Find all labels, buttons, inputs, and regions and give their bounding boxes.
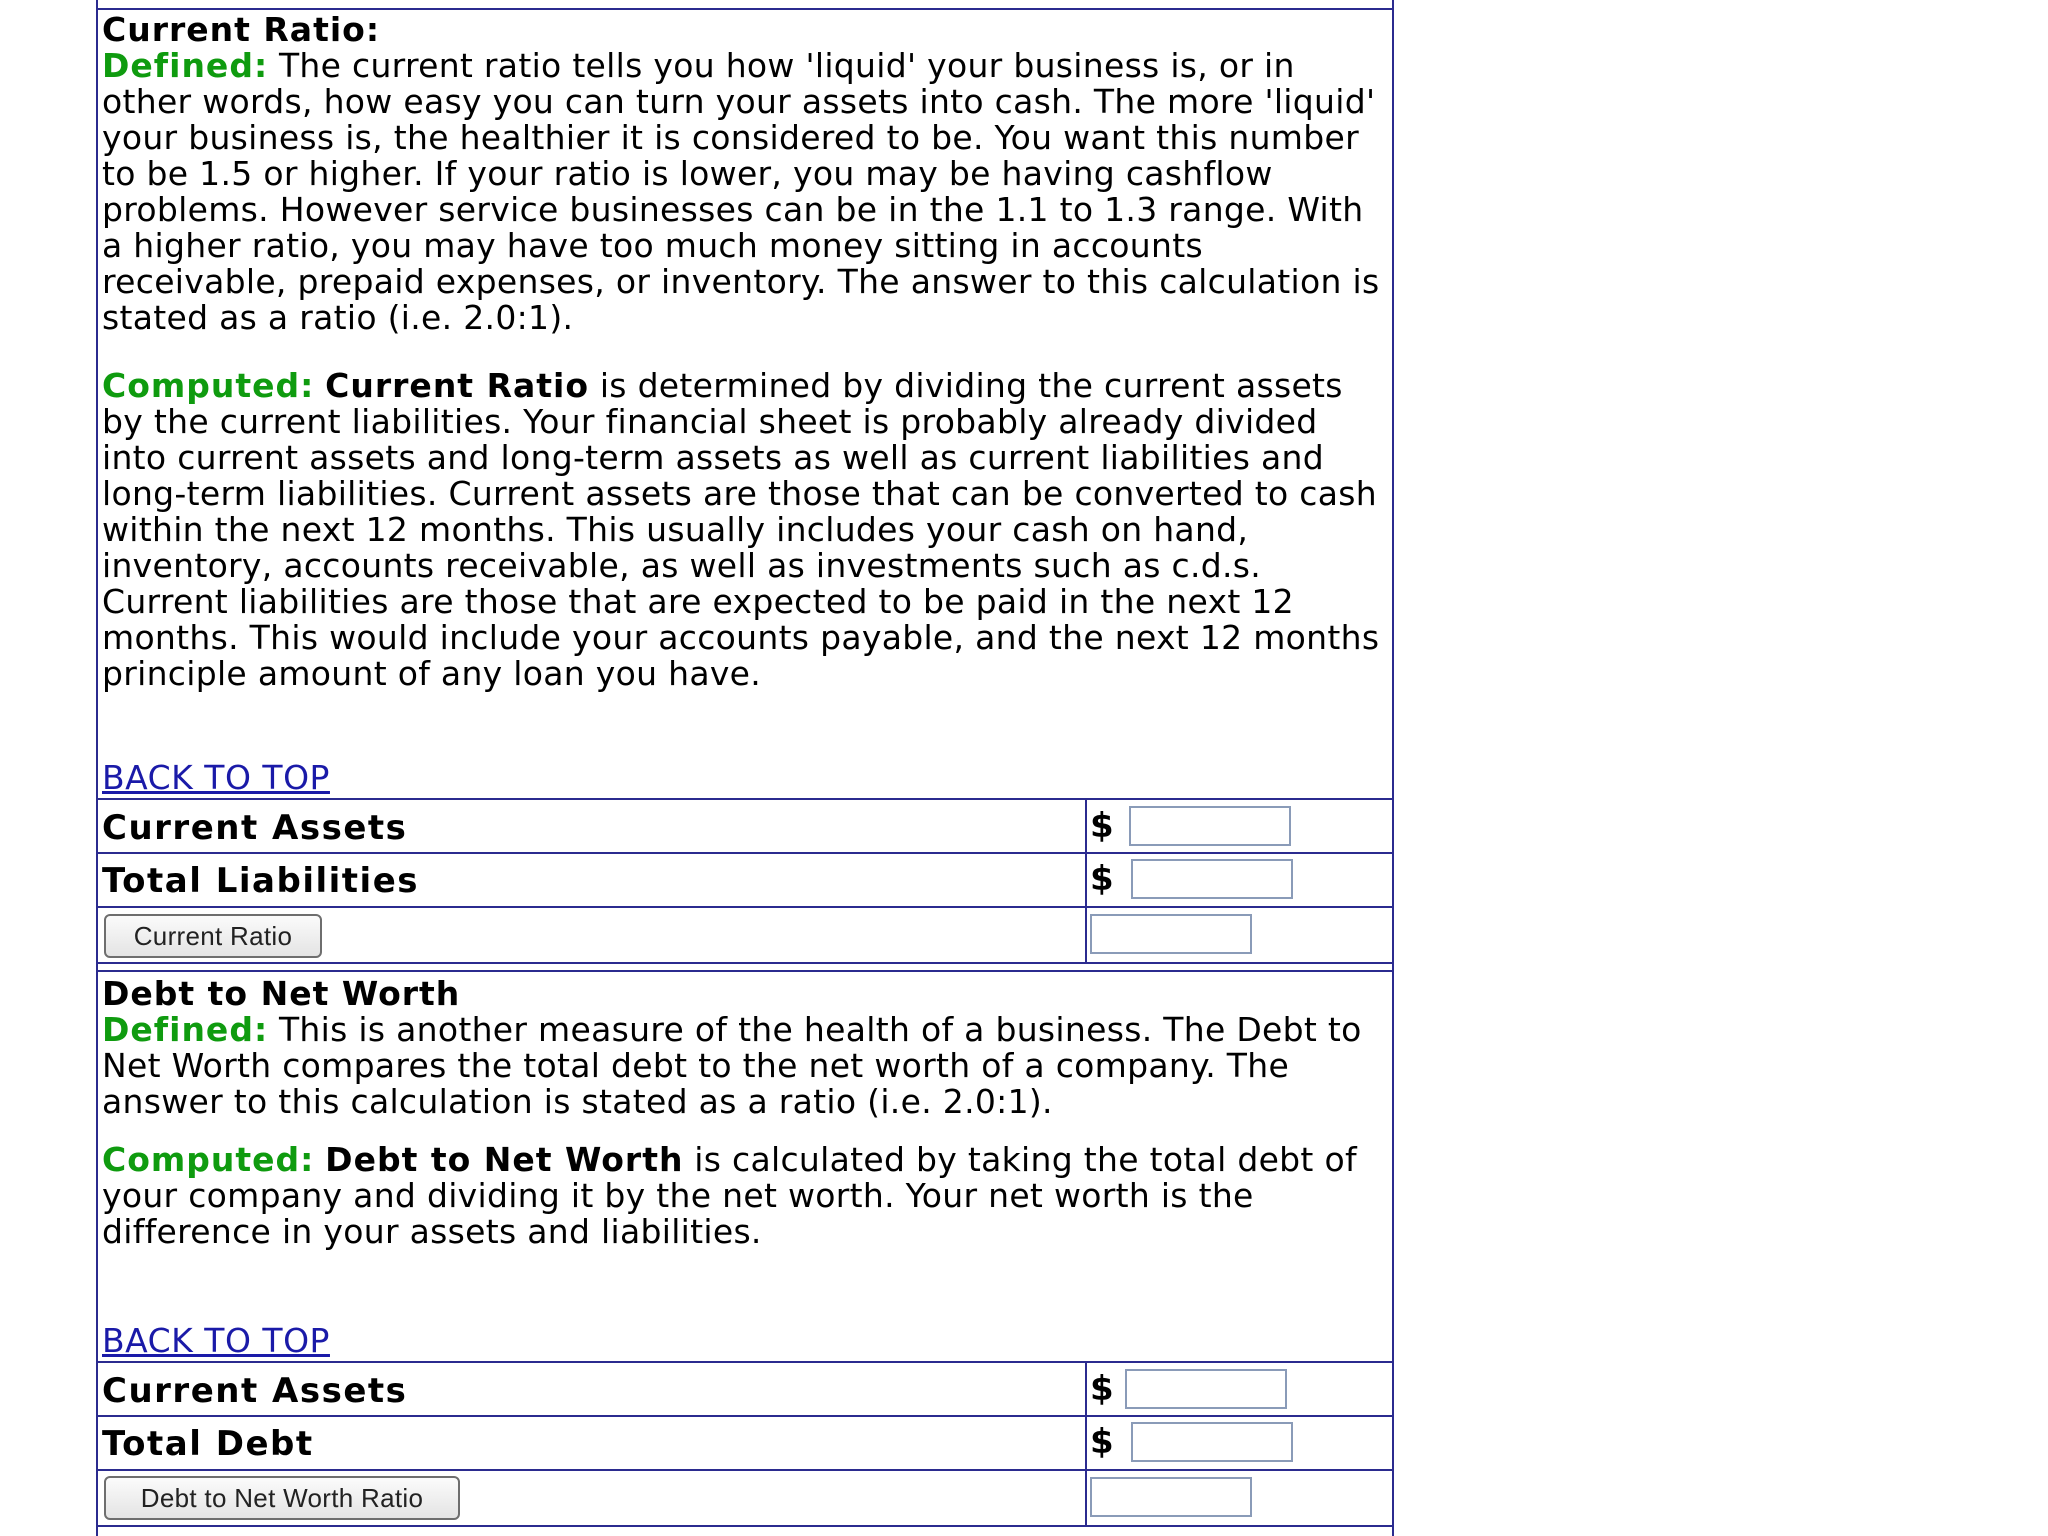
current-ratio-button[interactable]: Current Ratio (104, 914, 322, 958)
current-assets-input[interactable] (1125, 1369, 1287, 1409)
current-ratio-section (102, 12, 1390, 792)
debt-to-net-worth-section (102, 976, 1390, 1346)
back-to-top-link[interactable]: BACK TO TOP (102, 1321, 330, 1360)
row-divider (96, 906, 1394, 908)
table-border (96, 970, 1394, 972)
computed-term: Debt to Net Worth (325, 1140, 684, 1179)
debt-to-net-worth-ratio-button[interactable]: Debt to Net Worth Ratio (104, 1476, 460, 1520)
defined-text: The current ratio tells you how 'liquid' your business is, or in other words, how easy you can turn your assets into cash. The more 'liquid' your business is, the healthier it is considered to be. You want this number to be 1.5 or higher. If your ratio is lower, you may be having cashflow problems. However service businesses can be in the 1.1 to 1.3 range. With a higher ratio, you may have too much money sitting in accounts receivable, prepaid expenses, or inventory. The answer to this calculation is stated as a ratio (i.e. 2.0:1). (102, 46, 1380, 337)
computed-label: Computed: (102, 1140, 315, 1179)
row-divider (96, 852, 1394, 854)
section-title: Debt to Net Worth (102, 974, 461, 1013)
currency-symbol: $ (1090, 859, 1114, 899)
currency-symbol: $ (1090, 806, 1114, 846)
total-debt-label: Total Debt (102, 1424, 314, 1464)
computed-text: is determined by dividing the current assets by the current liabilities. Your financial sheet is probably already divided into current assets and long-term assets as well as current liabilities and long-term liabilities. Current assets are those that can be converted to cash within the next 12 months. This usually includes your cash on hand, inventory, accounts receivable, as well as investments such as c.d.s. Current liabilities are those that are expected to be paid in the next 12 months. This would include your accounts payable, and the next 12 months principle amount of any loan you have. (102, 366, 1380, 693)
defined-text: This is another measure of the health of a business. The Debt to Net Worth compares the total debt to the net worth of a company. The answer to this calculation is stated as a ratio (i.e. 2.0:1). (102, 1010, 1362, 1121)
defined-label: Defined: (102, 46, 269, 85)
row-divider (96, 798, 1394, 800)
column-divider (1085, 1363, 1087, 1527)
total-liabilities-label: Total Liabilities (102, 861, 419, 901)
currency-symbol: $ (1090, 1422, 1114, 1462)
defined-paragraph (102, 1012, 1390, 1120)
row-divider (96, 1415, 1394, 1417)
computed-paragraph (102, 1142, 1390, 1250)
column-divider (1085, 800, 1087, 964)
debt-to-net-worth-result[interactable] (1090, 1477, 1252, 1517)
row-divider (96, 962, 1394, 964)
total-debt-input[interactable] (1131, 1422, 1293, 1462)
defined-label: Defined: (102, 1010, 269, 1049)
currency-symbol: $ (1090, 1369, 1114, 1409)
computed-paragraph (102, 368, 1390, 692)
back-to-top-link[interactable]: BACK TO TOP (102, 758, 330, 797)
current-ratio-result[interactable] (1090, 914, 1252, 954)
current-assets-label: Current Assets (102, 808, 408, 848)
section-title: Current Ratio: (102, 10, 381, 49)
computed-label: Computed: (102, 366, 315, 405)
row-divider (96, 1469, 1394, 1471)
row-divider (96, 1361, 1394, 1363)
current-assets-label: Current Assets (102, 1371, 408, 1411)
defined-paragraph (102, 48, 1390, 336)
computed-term: Current Ratio (325, 366, 590, 405)
row-divider (96, 1525, 1394, 1527)
current-assets-input[interactable] (1129, 806, 1291, 846)
total-liabilities-input[interactable] (1131, 859, 1293, 899)
computed-text: is calculated by taking the total debt of your company and dividing it by the net worth. Your net worth is the difference in your assets and liabilities. (102, 1140, 1357, 1251)
